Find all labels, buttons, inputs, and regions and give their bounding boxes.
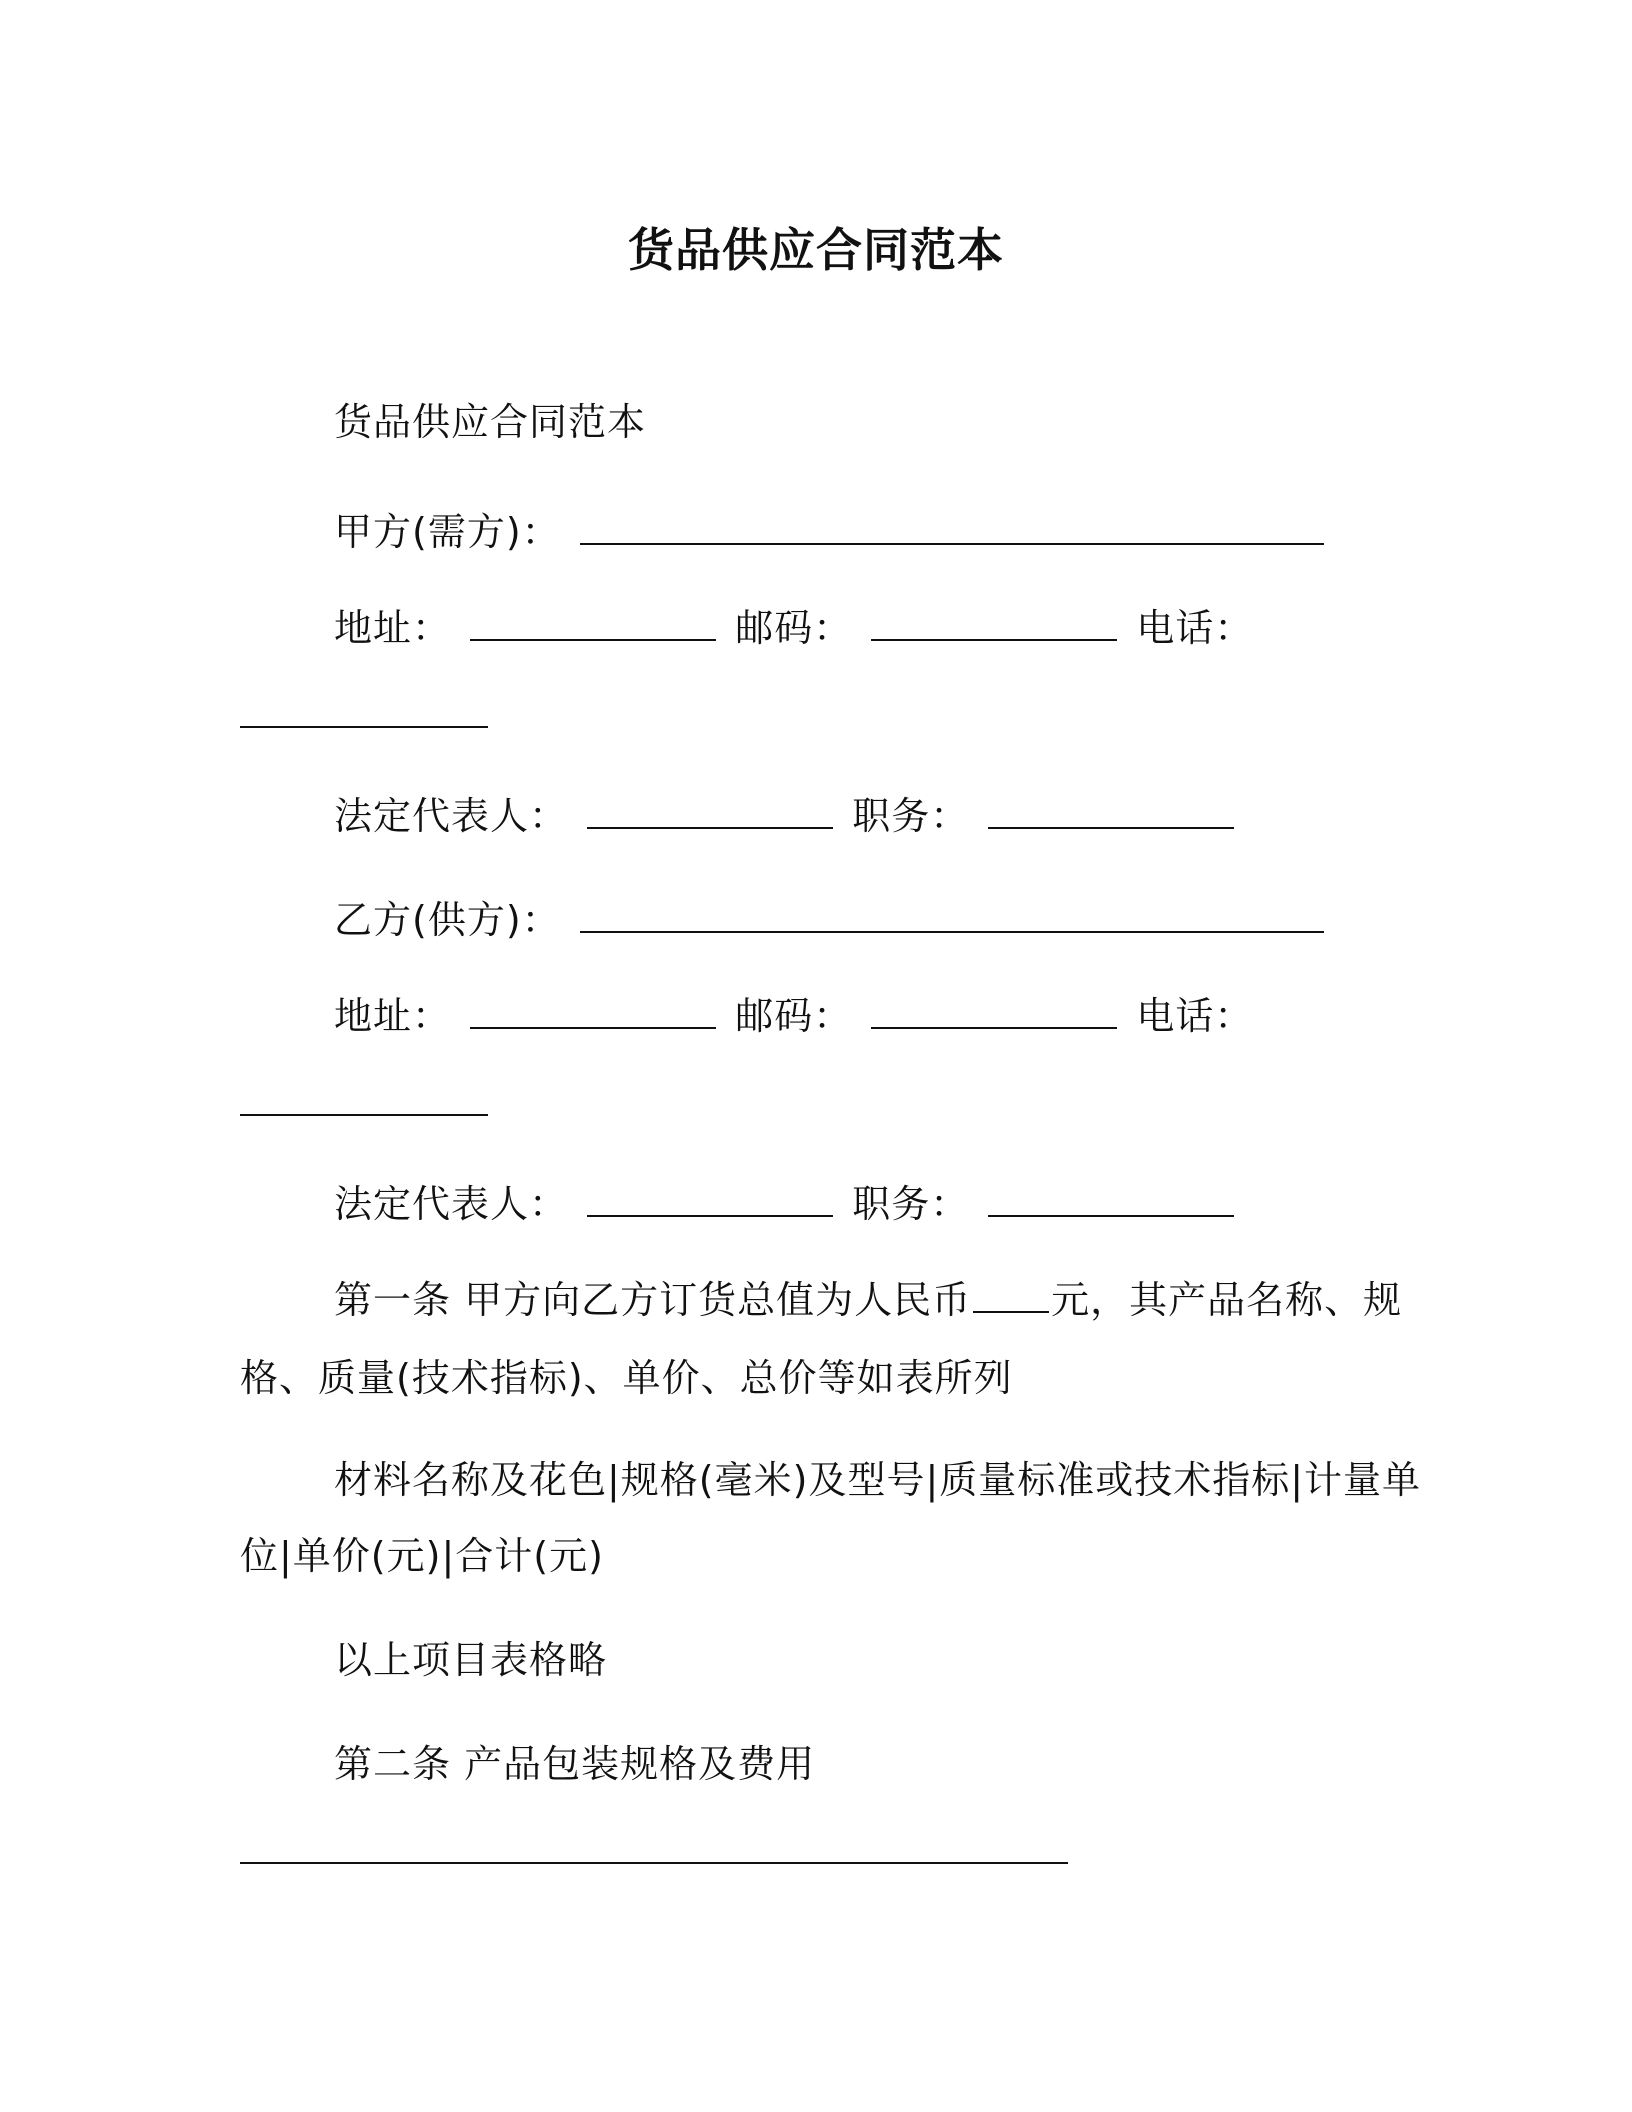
- table-header-text-2: 位|单价(元)|合计(元): [240, 1534, 604, 1578]
- party-a-rep-label: 法定代表人：: [334, 794, 569, 838]
- party-b-postcode-field[interactable]: [871, 993, 1117, 1029]
- article1-line1: [334, 1270, 1402, 1330]
- party-a-position-label: 职务：: [852, 794, 970, 838]
- party-b-address-label: 地址：: [334, 994, 452, 1038]
- party-b-label: 乙方(供方)：: [334, 898, 561, 942]
- article2-heading: [334, 1734, 815, 1794]
- party-b-phone-field[interactable]: [240, 1114, 488, 1116]
- party-a-label: 甲方(需方)：: [334, 510, 561, 554]
- table-header-line1: [334, 1450, 1421, 1510]
- party-b-rep-line: [334, 1174, 1240, 1234]
- article1-line2: [240, 1348, 1013, 1408]
- party-a-postcode-label: 邮码：: [735, 606, 853, 650]
- party-a-rep-line: [334, 786, 1240, 846]
- party-b-position-field[interactable]: [988, 1181, 1234, 1217]
- party-b-address-field[interactable]: [470, 993, 716, 1029]
- party-b-rep-label: 法定代表人：: [334, 1182, 569, 1226]
- order-total-field[interactable]: [973, 1277, 1049, 1313]
- packaging-spec-field[interactable]: [240, 1862, 1068, 1864]
- table-note: [334, 1630, 607, 1690]
- heading-repeat: [334, 392, 646, 452]
- article2-text: 第二条 产品包装规格及费用: [334, 1742, 816, 1786]
- party-a-address-field[interactable]: [470, 605, 716, 641]
- party-a-name-field[interactable]: [580, 509, 1324, 545]
- party-a-rep-field[interactable]: [587, 793, 833, 829]
- article1-text-a: 第一条 甲方向乙方订货总值为人民币: [334, 1278, 972, 1322]
- party-b-name-field[interactable]: [580, 897, 1324, 933]
- party-b-postcode-label: 邮码：: [735, 994, 853, 1038]
- party-a-address-label: 地址：: [334, 606, 452, 650]
- party-a-position-field[interactable]: [988, 793, 1234, 829]
- document-title: 货品供应合同范本: [628, 223, 1004, 277]
- party-a-contact-line: [334, 598, 1253, 658]
- table-note-text: 以上项目表格略: [334, 1638, 608, 1682]
- party-a-phone-field[interactable]: [240, 726, 488, 728]
- party-a-phone-label: 电话：: [1136, 606, 1254, 650]
- table-header-line2: [240, 1526, 604, 1586]
- party-b-phone-label: 电话：: [1136, 994, 1254, 1038]
- table-header-text-1: 材料名称及花色|规格(毫米)及型号|质量标准或技术指标|计量单: [334, 1458, 1422, 1502]
- article1-text-c: 格、质量(技术指标)、单价、总价等如表所列: [240, 1356, 1013, 1400]
- party-b-line: [334, 890, 1330, 950]
- party-b-position-label: 职务：: [852, 1182, 970, 1226]
- party-a-postcode-field[interactable]: [871, 605, 1117, 641]
- party-a-line: [334, 502, 1330, 562]
- party-b-contact-line: [334, 986, 1253, 1046]
- heading-repeat-text: 货品供应合同范本: [334, 400, 647, 444]
- party-b-rep-field[interactable]: [587, 1181, 833, 1217]
- article1-text-b: 元，其产品名称、规: [1051, 1278, 1403, 1322]
